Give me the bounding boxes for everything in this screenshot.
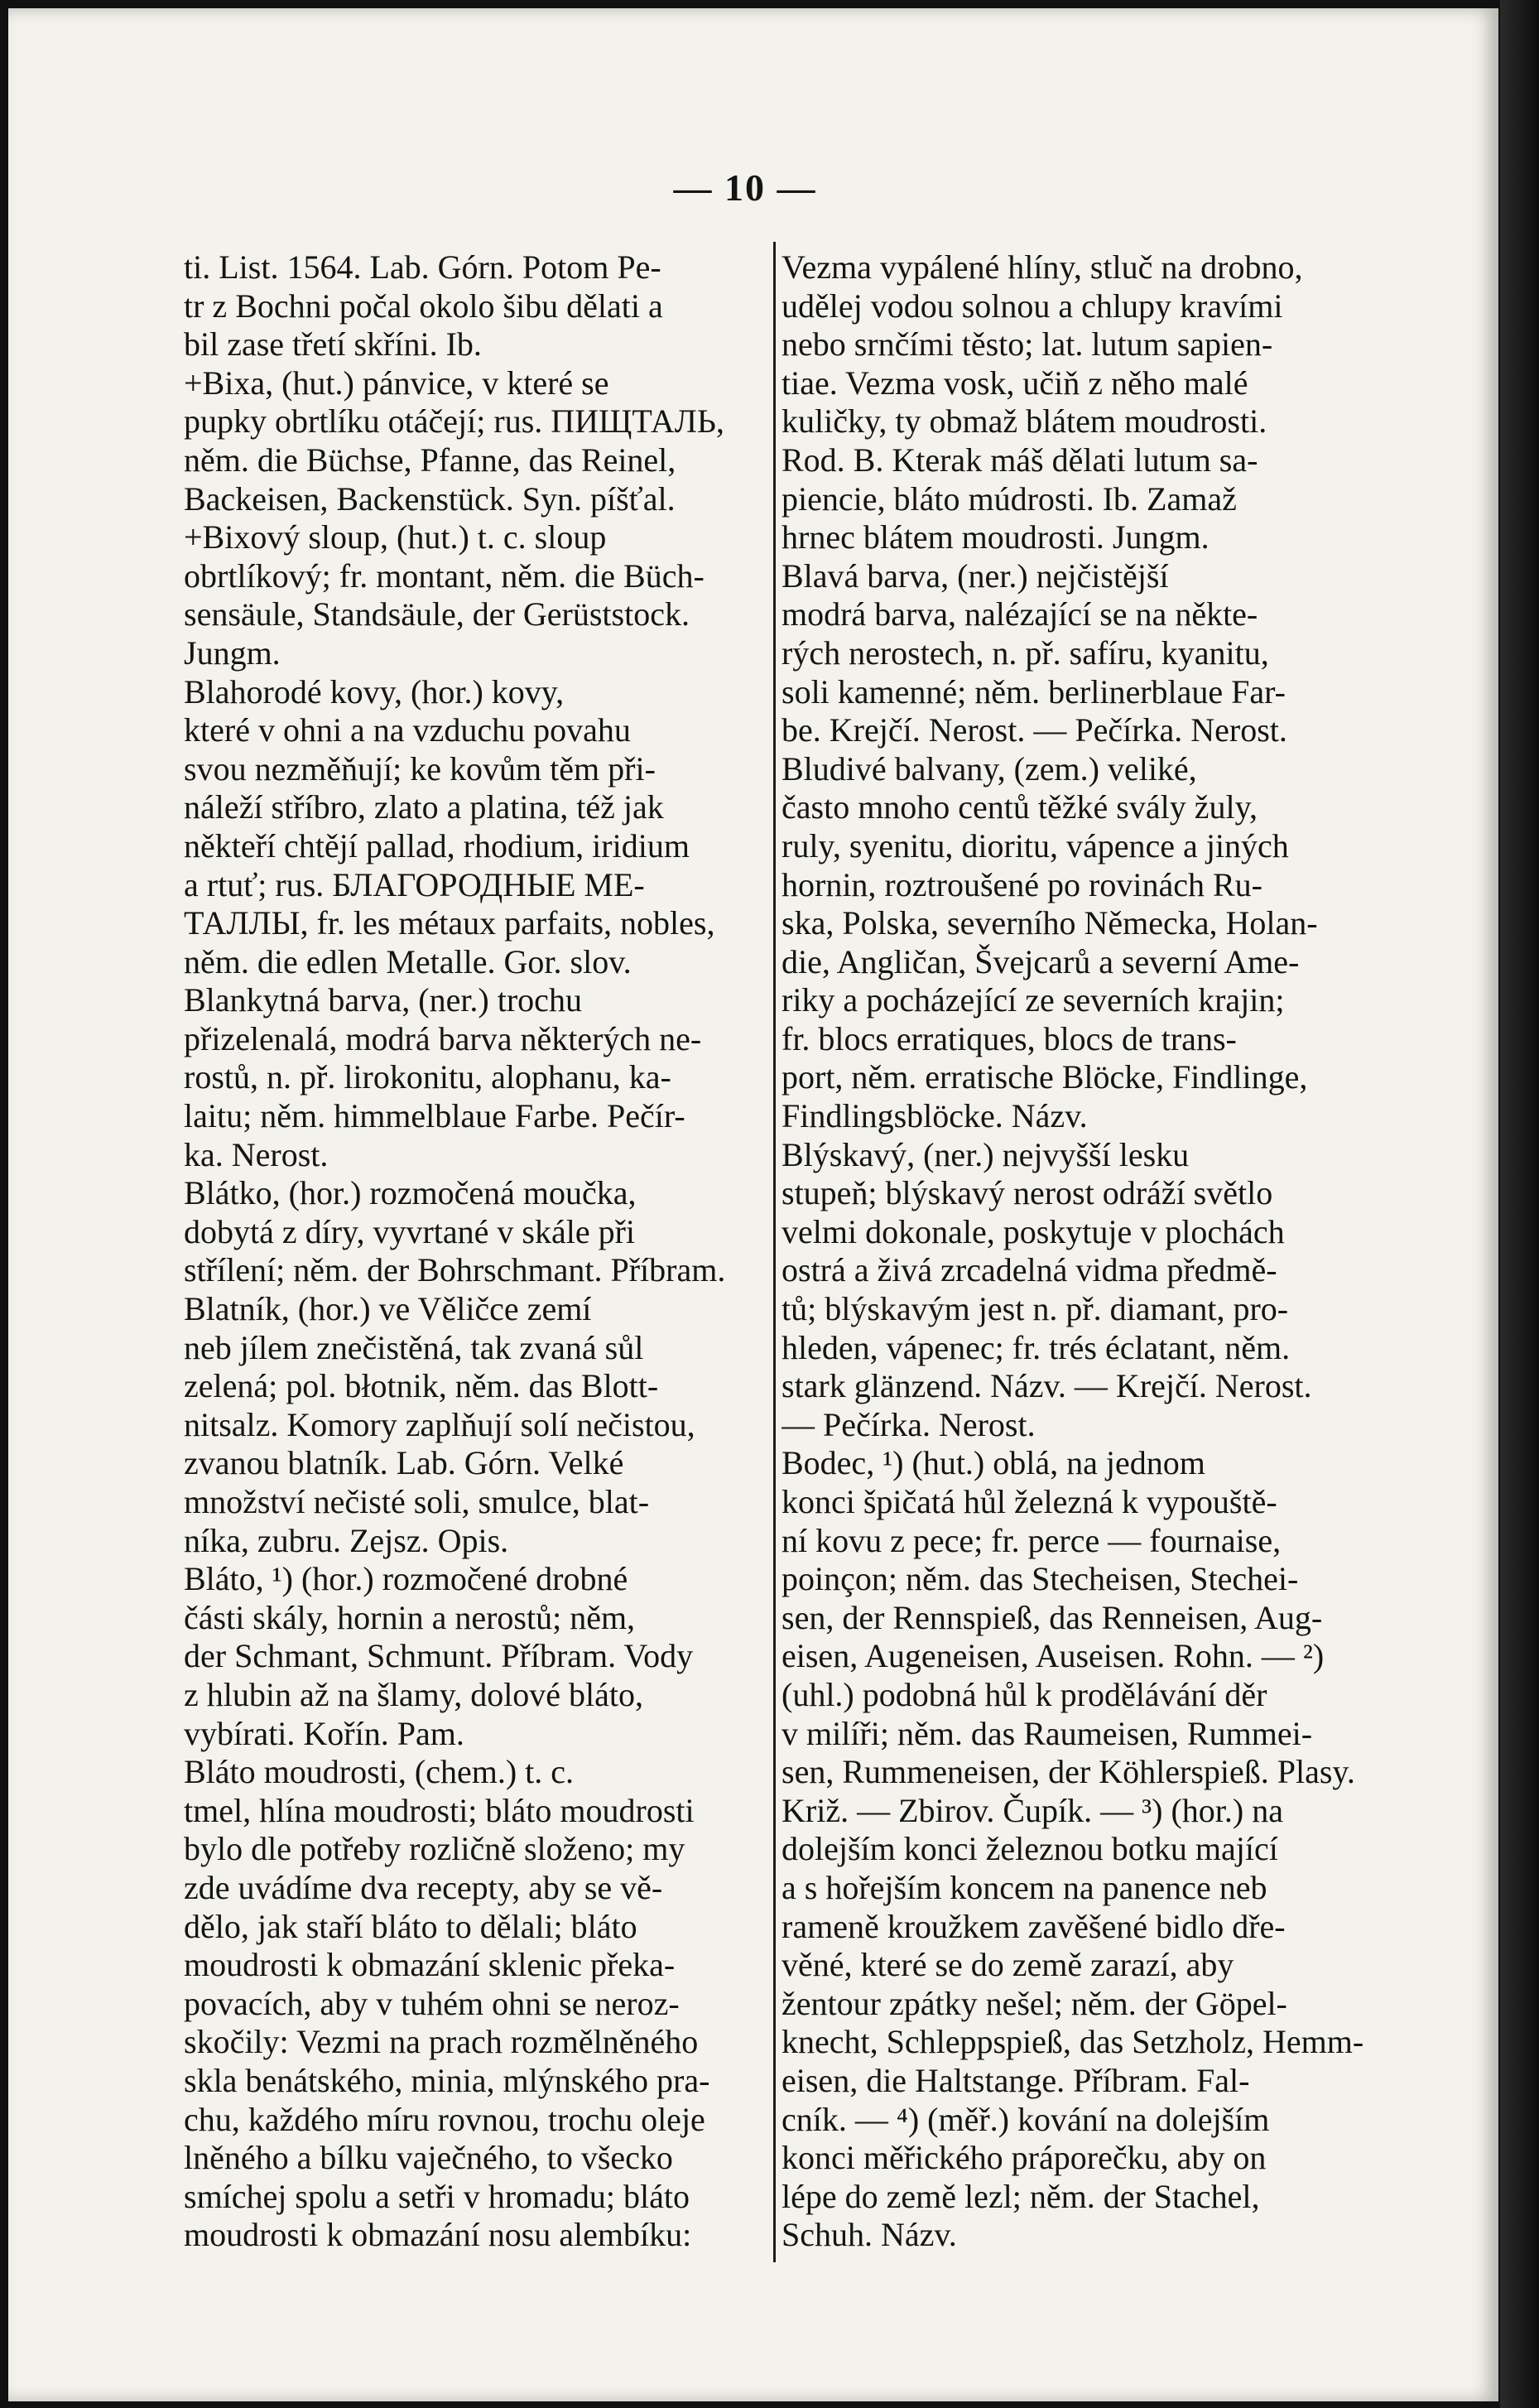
text-line: konci měřického práporečku, aby on	[782, 2139, 1267, 2177]
text-line: náleží stříbro, zlato a platina, též jak	[184, 788, 664, 826]
text-line: věné, které se do země zarazí, aby	[782, 1946, 1234, 1984]
text-line: Findlingsblöcke. Názv.	[782, 1097, 1088, 1135]
text-line: z hlubin až na šlamy, dolové bláto,	[184, 1675, 644, 1713]
text-line: dělo, jak staří bláto to dělali; bláto	[184, 1907, 637, 1945]
text-line: — Pečírka. Nerost.	[782, 1405, 1036, 1443]
text-line: skočily: Vezmi na prach rozmělněného	[184, 2023, 699, 2061]
text-line: hleden, vápenec; fr. trés éclatant, něm.	[782, 1328, 1291, 1366]
text-line: port, něm. erratische Blöcke, Findlinge,	[782, 1058, 1308, 1096]
text-line: Bludivé balvany, (zem.) veliké,	[782, 749, 1197, 787]
text-line: tr z Bochni počal okolo šibu dělati a	[184, 287, 663, 325]
text-line: (uhl.) podobná hůl k prodělávání děr	[782, 1675, 1267, 1713]
text-line: rostů, n. př. lirokonitu, alophanu, ka-	[184, 1058, 671, 1096]
text-line: rých nerostech, n. př. safíru, kyanitu,	[782, 633, 1269, 672]
column-divider	[773, 242, 776, 2262]
text-line: části skály, hornin a nerostů; něm,	[184, 1598, 636, 1636]
text-line: nitsalz. Komory zaplňují solí nečistou,	[184, 1405, 695, 1443]
text-line: které v ohni a na vzduchu povahu	[184, 711, 631, 749]
text-line: sen, Rummeneisen, der Köhlerspieß. Plasy.	[782, 1753, 1355, 1791]
text-line: moudrosti k obmazání nosu alembíku:	[184, 2216, 692, 2254]
text-line: bylo dle potřeby rozličně složeno; my	[184, 1830, 685, 1868]
text-line: ruly, syenitu, dioritu, vápence a jiných	[782, 826, 1289, 864]
text-line: obrtlíkový; fr. montant, něm. die Büch-	[184, 556, 705, 595]
text-line: žentour zpátky nešel; něm. der Göpel-	[782, 1984, 1287, 2022]
text-line: +Bixový sloup, (hut.) t. c. sloup	[184, 518, 607, 556]
text-line: piencie, bláto múdrosti. Ib. Zamaž	[782, 479, 1237, 518]
text-line: smíchej spolu a setři v hromadu; bláto	[184, 2177, 690, 2215]
text-line: stark glänzend. Názv. — Krejčí. Nerost.	[782, 1367, 1312, 1405]
text-line: Blahorodé kovy, (hor.) kovy,	[184, 672, 565, 710]
text-line: modrá barva, nalézající se na někte-	[782, 595, 1258, 633]
text-line: zvanou blatník. Lab. Górn. Velké	[184, 1444, 624, 1482]
text-line: Blýskavý, (ner.) nejvyšší lesku	[782, 1135, 1190, 1173]
text-line: Bodec, ¹) (hut.) oblá, na jednom	[782, 1444, 1205, 1482]
text-line: ní kovu z pece; fr. perce — fournaise,	[782, 1521, 1282, 1559]
text-line: v milíři; něm. das Raumeisen, Rummei-	[782, 1714, 1313, 1752]
left-column	[184, 248, 768, 2255]
text-line: lněného a bílku vaječného, to všecko	[184, 2139, 673, 2177]
text-line: Blátko, (hor.) rozmočená moučka,	[184, 1174, 637, 1212]
text-line: níka, zubru. Zejsz. Opis.	[184, 1521, 509, 1559]
text-line: ТАЛЛЫ, fr. les métaux parfaits, nobles,	[184, 904, 715, 942]
text-line: často mnoho centů těžké svály žuly,	[782, 788, 1258, 826]
text-line: eisen, die Haltstange. Příbram. Fal-	[782, 2061, 1250, 2099]
text-line: Bláto moudrosti, (chem.) t. c.	[184, 1753, 575, 1791]
text-line: Backeisen, Backenstück. Syn. píšťal.	[184, 479, 676, 518]
text-line: něm. die edlen Metalle. Gor. slov.	[184, 942, 632, 980]
text-line: soli kamenné; něm. berlinerblaue Far-	[782, 672, 1286, 710]
text-line: riky a pocházející ze severních krajin;	[782, 981, 1285, 1019]
text-line: +Bixa, (hut.) pánvice, v které se	[184, 364, 609, 402]
text-line: fr. blocs erratiques, blocs de trans-	[782, 1019, 1237, 1057]
text-line: moudrosti k obmazání sklenic překa-	[184, 1946, 676, 1984]
text-line: střílení; něm. der Bohrschmant. Příbram.	[184, 1251, 726, 1289]
text-line: ostrá a živá zrcadelná vidma předmě-	[782, 1251, 1277, 1289]
text-line: Schuh. Názv.	[782, 2216, 957, 2254]
text-line: ska, Polska, severního Německa, Holan-	[782, 904, 1318, 942]
text-line: stupeň; blýskavý nerost odráží světlo	[782, 1174, 1273, 1212]
text-line: přizelenalá, modrá barva některých ne-	[184, 1019, 702, 1057]
text-line: Blankytná barva, (ner.) trochu	[184, 981, 582, 1019]
page-number: — 10 —	[673, 166, 817, 209]
text-line: množství nečisté soli, smulce, blat-	[184, 1483, 650, 1520]
text-line: knecht, Schleppspieß, das Setzholz, Hemm-	[782, 2023, 1364, 2061]
text-line: svou nezměňují; ke kovům těm při-	[184, 749, 656, 787]
text-line: Blavá barva, (ner.) nejčistější	[782, 556, 1169, 595]
text-line: pupky obrtlíku otáčejí; rus. ПИЩТАЛЬ,	[184, 402, 724, 441]
text-line: Blatník, (hor.) ve Věličce zemí	[184, 1290, 592, 1328]
text-line: be. Krejčí. Nerost. — Pečírka. Nerost.	[782, 711, 1287, 749]
text-line: dobytá z díry, vyvrtané v skále při	[184, 1212, 636, 1250]
text-line: Vezma vypálené hlíny, stluč na drobno,	[782, 248, 1303, 286]
text-line: udělej vodou solnou a chlupy kravími	[782, 287, 1283, 325]
text-line: tiae. Vezma vosk, učiň z něho malé	[782, 364, 1248, 402]
text-line: hornin, roztroušené po rovinách Ru-	[782, 865, 1262, 903]
text-line: Bláto, ¹) (hor.) rozmočené drobné	[184, 1560, 628, 1598]
text-line: něm. die Büchse, Pfanne, das Reinel,	[184, 441, 676, 479]
text-line: cník. — ⁴) (měř.) kování na dolejším	[782, 2100, 1270, 2138]
text-line: chu, každého míru rovnou, trochu oleje	[184, 2100, 705, 2138]
text-line: hrnec blátem moudrosti. Jungm.	[782, 518, 1210, 556]
text-line: poinçon; něm. das Stecheisen, Stechei-	[782, 1560, 1299, 1598]
text-line: vybírati. Kořín. Pam.	[184, 1714, 464, 1752]
text-line: zde uvádíme dva recepty, aby se vě-	[184, 1868, 663, 1906]
page-edge-shadow	[1500, 0, 1539, 2408]
right-column	[782, 248, 1378, 2255]
text-line: lépe do země lezl; něm. der Stachel,	[782, 2177, 1260, 2215]
text-line: Jungm.	[184, 633, 281, 672]
text-line: někteří chtějí pallad, rhodium, iridium	[184, 826, 690, 864]
text-line: velmi dokonale, poskytuje v plochách	[782, 1212, 1285, 1250]
text-line: skla benátského, minia, mlýnského pra-	[184, 2061, 710, 2099]
text-line: ka. Nerost.	[184, 1135, 329, 1173]
text-line: laitu; něm. himmelblaue Farbe. Pečír-	[184, 1097, 685, 1135]
text-line: zelená; pol. błotnik, něm. das Blott-	[184, 1367, 659, 1405]
text-line: ti. List. 1564. Lab. Górn. Potom Pe-	[184, 248, 661, 286]
text-line: nebo srnčími těsto; lat. lutum sapien-	[782, 325, 1273, 364]
text-line: konci špičatá hůl železná k vypouště-	[782, 1483, 1277, 1520]
text-line: die, Angličan, Švejcarů a severní Ame-	[782, 942, 1300, 980]
text-line: Križ. — Zbirov. Čupík. — ³) (hor.) na	[782, 1791, 1283, 1829]
text-line: a s hořejším koncem na panence neb	[782, 1868, 1267, 1906]
text-line: tmel, hlína moudrosti; bláto moudrosti	[184, 1791, 695, 1829]
text-line: sen, der Rennspieß, das Renneisen, Aug-	[782, 1598, 1323, 1636]
text-line: rameně kroužkem zavěšené bidlo dře-	[782, 1907, 1286, 1945]
text-line: tů; blýskavým jest n. př. diamant, pro-	[782, 1290, 1289, 1328]
text-line: a rtuť; rus. БЛАГОРОДНЫЕ МЕ-	[184, 865, 645, 903]
text-line: neb jílem znečistěná, tak zvaná sůl	[184, 1328, 644, 1366]
text-line: kuličky, ty obmaž blátem moudrosti.	[782, 402, 1267, 441]
text-line: Rod. B. Kterak máš dělati lutum sa-	[782, 441, 1258, 479]
text-line: povacích, aby v tuhém ohni se neroz-	[184, 1984, 680, 2022]
text-line: der Schmant, Schmunt. Příbram. Vody	[184, 1637, 694, 1675]
text-line: eisen, Augeneisen, Auseisen. Rohn. — ²)	[782, 1637, 1325, 1675]
text-line: bil zase třetí skříni. Ib.	[184, 325, 482, 364]
text-line: dolejším konci železnou botku mající	[782, 1830, 1278, 1868]
text-line: sensäule, Standsäule, der Gerüststock.	[184, 595, 690, 633]
